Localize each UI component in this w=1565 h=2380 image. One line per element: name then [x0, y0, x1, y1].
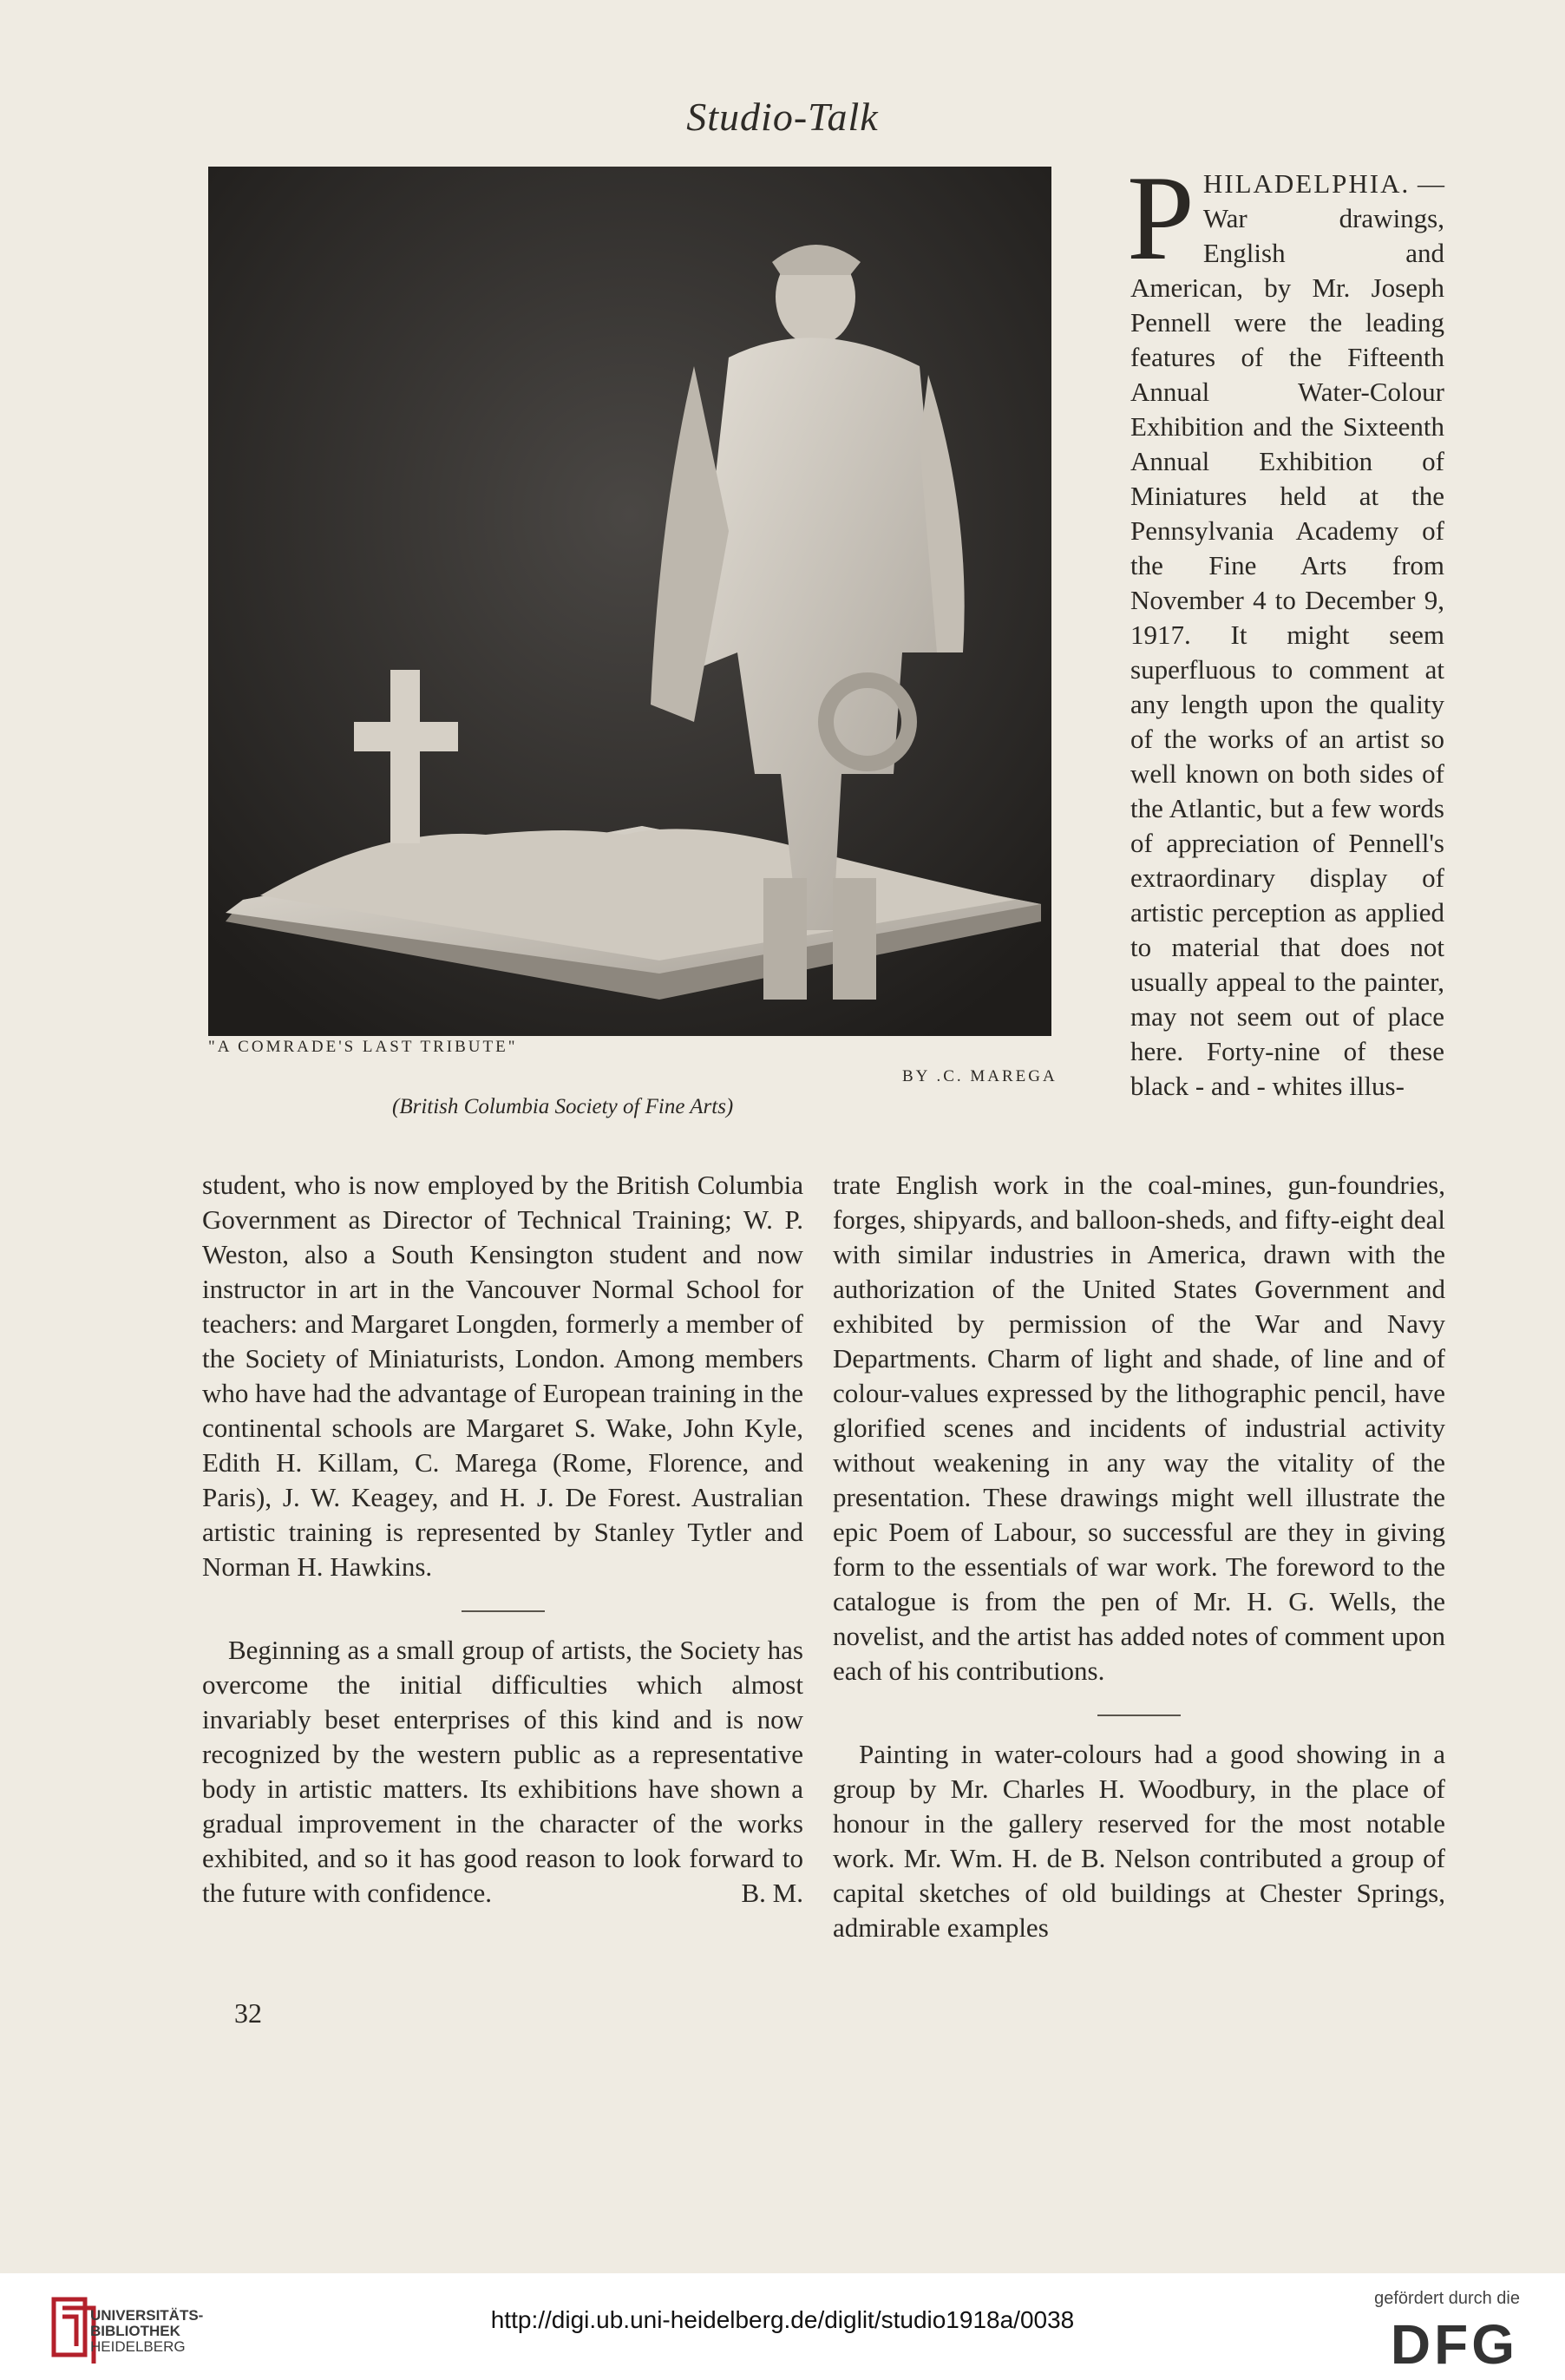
paragraph	[202, 1633, 803, 1911]
philadelphia-article-opening	[1127, 151, 1444, 1104]
paragraph-text: Beginning as a small group of artists, the Society has overcome the initial difficulties which almost invariably beset enterprises of this kind and is now recognized by the western public as a representative body in artistic matters. Its exhibitions have shown a gradual improvement in the character of the works exhibited, and so it has good reason to look forward to the future with confidence.	[202, 1635, 803, 1908]
plate-caption-title: "A COMRADE'S LAST TRIBUTE"	[208, 1038, 518, 1056]
paragraph: trate English work in the coal-mines, gun-foundries, forges, shipyards, and balloon-sheds, and fifty-eight deal with similar industries in America, drawn with the authorization of the United States Government and exhibited by permission of the War and Navy Departments. Charm of light and shade, of line and of colour-values expressed by the lithographic pencil, have glorified scenes and incidents of industrial activity without weakening in any way the vitality of the presentation. These drawings might well illustrate the epic Poem of Labour, so successful are they in giving form to the essentials of war work. The foreword to the catalogue is from the pen of Mr. H. G. Wells, the novelist, and the artist has added notes of comment upon each of his contributions.	[833, 1170, 1445, 1686]
paragraph: student, who is now employed by the British Columbia Government as Director of Technical Training; W. P. Weston, also a South Kensington student and now instructor in art in the Vancouver Normal School for teachers: and Margaret Longden, formerly a member of the Society of Miniaturists, London. Among members who have had the advantage of European training in the continental schools are Margaret S. Wake, John Kyle, Edith H. Killam, C. Marega (Rome, Florence, and Paris), J. W. Keagey, and H. J. De Forest. Australian artistic training is represented by Stanley Tytler and Norman H. Hawkins.	[202, 1170, 803, 1582]
article-text: —War drawings, English and American, by Mr. Joseph Pennell were the leading features of the Fifteenth Annual Water-Colour Exhibition and the Sixteenth Annual Exhibition of Miniatures held at the Pennsylvania Academy of the Fine Arts from November 4 to December 9, 1917. It might seem superfluous to comment at any length upon the quality of the works of an artist so well known on both sides of the Atlantic, but a few words of appreciation of Pennell's extraordinary display of artistic perception as applied to material that does not usually appeal to the painter, may not seem out of place here. Forty-nine of these black - and - whites illus-	[1130, 168, 1444, 1101]
paragraph: Painting in water-colours had a good showing in a group by Mr. Charles H. Woodbury, in the place of honour in the gallery reserved for the most notable work. Mr. Wm. H. de B. Nelson contributed a group of capital sketches of old buildings at Chester Springs, admirable examples	[833, 1739, 1445, 1943]
digitization-footer	[0, 2273, 1565, 2380]
plate-caption-source: (British Columbia Society of Fine Arts)	[392, 1095, 734, 1118]
sculpture-photograph	[208, 167, 1051, 1036]
left-column	[202, 1168, 803, 1911]
signature: B. M.	[741, 1878, 803, 1908]
library-name: UNIVERSITÄTS- BIBLIOTHEK HEIDELBERG	[90, 2307, 204, 2355]
drop-cap: P	[1127, 151, 1195, 285]
section-rule	[1097, 1715, 1181, 1716]
section-rule	[462, 1610, 545, 1612]
running-head: Studio-Talk	[686, 95, 879, 139]
article-heading: HILADELPHIA.	[1202, 168, 1411, 199]
plate-caption-artist: BY .C. MAREGA	[902, 1067, 1058, 1085]
source-url[interactable]: http://digi.ub.uni-heidelberg.de/diglit/studio1918a/0038	[490, 2306, 1075, 2333]
page-number: 32	[234, 1997, 262, 2029]
funding-note: gefördert durch die	[1374, 2289, 1520, 2308]
right-column	[833, 1168, 1445, 1945]
dfg-logo: DFG	[1390, 2313, 1518, 2376]
